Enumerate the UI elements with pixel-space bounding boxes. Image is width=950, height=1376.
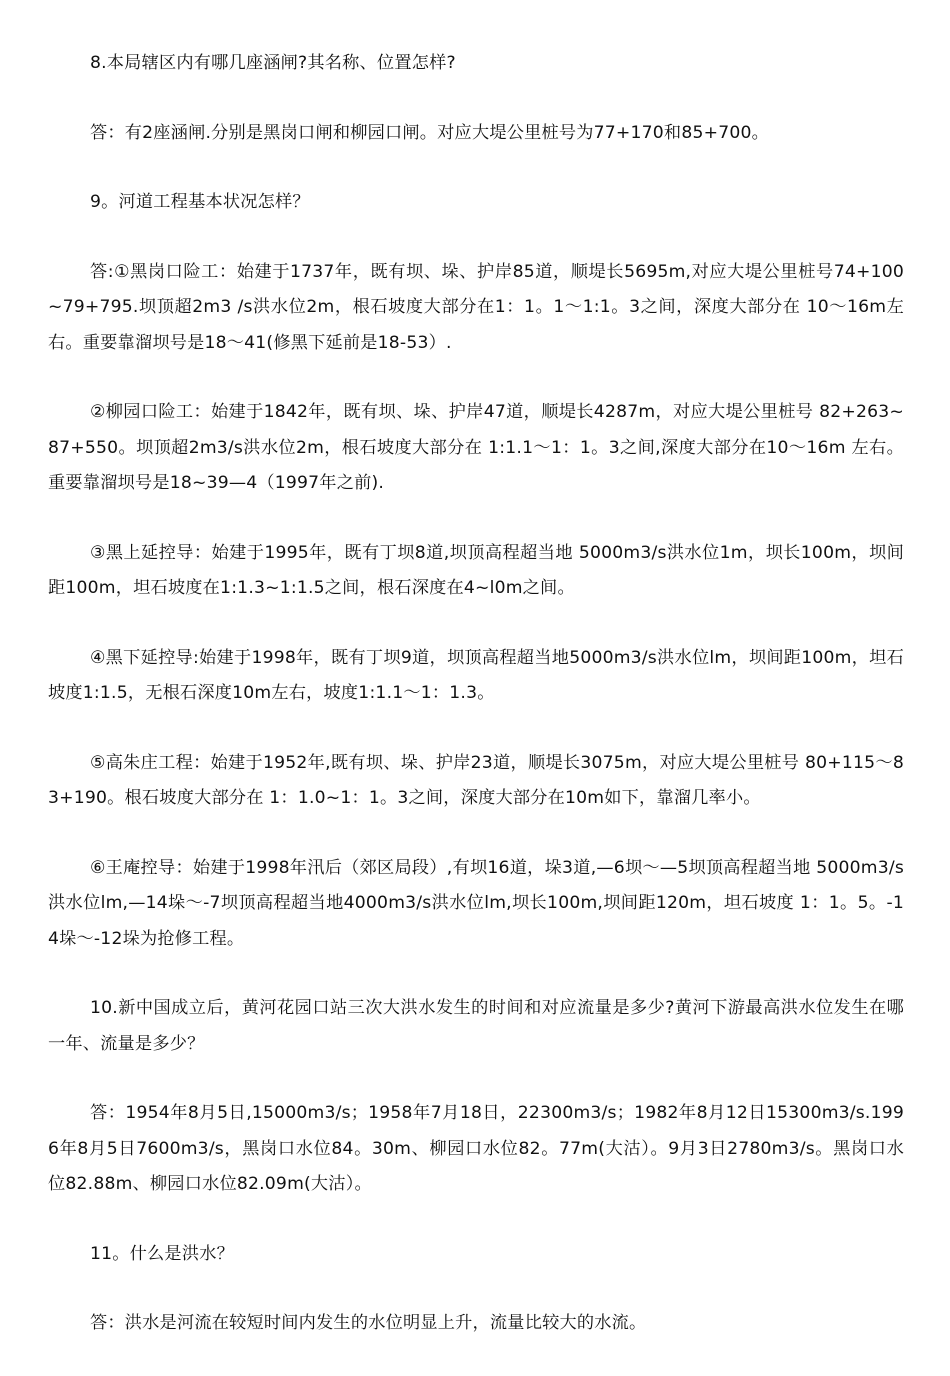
answer-9-item-2: ②柳园口险工：始建于1842年，既有坝、垛、护岸47道，顺堤长4287m，对应大堤公里桩号 82+263~87+550。坝顶超2m3/s洪水位2m，根石坡度大部分在 1:1.1～1：1。3之间,深度大部分在10～16m 左右。重要靠溜坝号是18~39—4（1997年之前). [48, 402, 904, 493]
answer-9-item-1: 答:①黑岗口险工：始建于1737年，既有坝、垛、护岸85道，顺堤长5695m,对应大堤公里桩号74+100~79+795.坝顶超2m3 /s洪水位2m，根石坡度大部分在1：1。1～1:1。3之间，深度大部分在 10～16m左右。重要靠溜坝号是18～41(修黑下延前是18-53）. [48, 261, 904, 353]
answer-11: 答：洪水是河流在较短时间内发生的水位明显上升，流量比较大的水流。 [90, 1313, 647, 1333]
question-9: 9。河道工程基本状况怎样？ [90, 192, 310, 212]
answer-9-item-6: ⑥王庵控导：始建于1998年汛后（郊区局段）,有坝16道，垛3道,—6坝～—5坝顶高程超当地 5000m3/s洪水位lm,—14垛～-7坝顶高程超当地4000m3/s洪水位lm,坝长100m,坝间距120m，坦石坡度 1：1。5。-14垛～-12垛为抢修工程。 [48, 857, 904, 949]
answer-9-item-4: ④黑下延控导:始建于1998年，既有丁坝9道，坝顶高程超当地5000m3/s洪水位lm，坝间距100m，坦石坡度1:1.5，无根石深度10m左右，坡度1:1.1～1：1.3。 [48, 647, 904, 703]
question-8: 8.本局辖区内有哪几座涵闸?其名称、位置怎样? [90, 53, 456, 73]
question-11: 11。什么是洪水？ [90, 1243, 234, 1264]
document-page [48, 46, 904, 1376]
answer-9-item-3: ③黑上延控导：始建于1995年，既有丁坝8道,坝顶高程超当地 5000m3/s洪水位1m，坝长100m，坝间距100m，坦石坡度在1:1.3~1:1.5之间，根石深度在4~l0m之间。 [48, 542, 904, 598]
answer-10: 答：1954年8月5日,15000m3/s；1958年7月18日，22300m3/s；1982年8月12日15300m3/s.1996年8月5日7600m3/s，黑岗口水位84。30m、柳园口水位82。77m(大沽）。9月3日2780m3/s。黑岗口水位82.88m、柳园口水位82.09m(大沽）。 [48, 1103, 904, 1194]
answer-8: 答：有2座涵闸.分别是黑岗口闸和柳园口闸。对应大堤公里桩号为77+170和85+700。 [90, 122, 769, 143]
answer-9-item-5: ⑤高朱庄工程：始建于1952年,既有坝、垛、护岸23道，顺堤长3075m，对应大堤公里桩号 80+115～83+190。根石坡度大部分在 1：1.0~1：1。3之间，深度大部分在10m如下，靠溜几率小。 [48, 752, 904, 808]
question-10: 10.新中国成立后，黄河花园口站三次大洪水发生的时间和对应流量是多少?黄河下游最高洪水位发生在哪一年、流量是多少？ [48, 998, 904, 1054]
